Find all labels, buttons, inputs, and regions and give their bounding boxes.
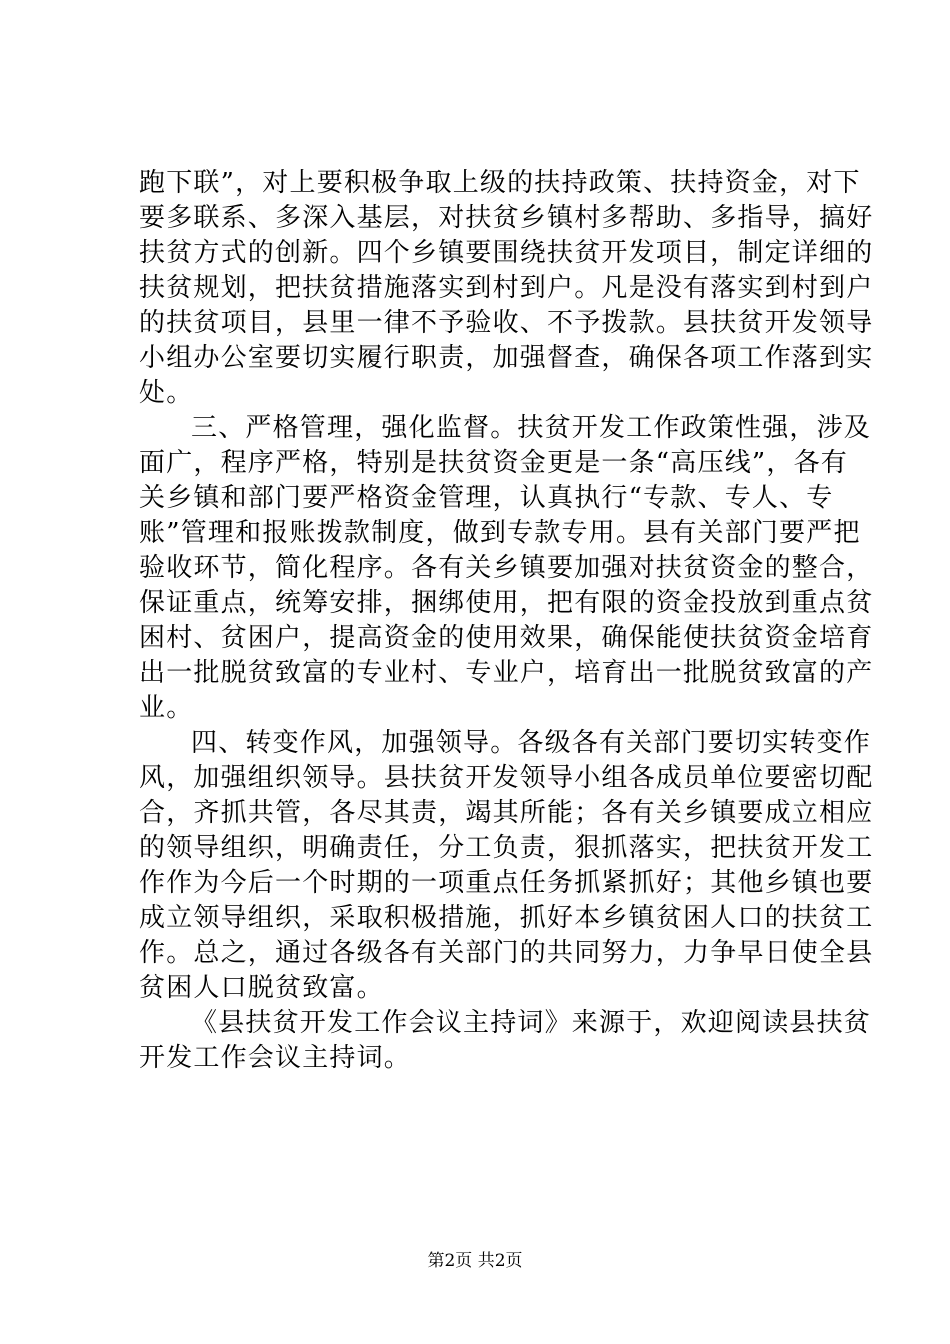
text-line: 业。 (139, 693, 194, 723)
text-line: 处。 (139, 378, 194, 408)
text-line: 风，加强组织领导。县扶贫开发领导小组各成员单位要密切配 (139, 763, 874, 793)
text-line: 跑下联”，对上要积极争取上级的扶持政策、扶持资金，对下 (139, 168, 861, 198)
closing-paragraph-line: 《县扶贫开发工作会议主持词》来源于，欢迎阅读县扶贫 (191, 1008, 872, 1038)
document-body (139, 166, 874, 1076)
text-line: 的领导组织，明确责任，分工负责，狠抓落实，把扶贫开发工 (139, 833, 874, 863)
text-line: 开发工作会议主持词。 (139, 1043, 412, 1073)
text-line: 小组办公室要切实履行职责，加强督查，确保各项工作落到实 (139, 343, 874, 373)
text-line: 作作为今后一个时期的一项重点任务抓紧抓好；其他乡镇也要 (139, 868, 874, 898)
text-line: 账”管理和报账拨款制度，做到专款专用。县有关部门要严把 (139, 518, 861, 548)
section-three-heading-line: 三、严格管理，强化监督。扶贫开发工作政策性强，涉及 (191, 413, 872, 443)
text-line: 合，齐抓共管，各尽其责，竭其所能；各有关乡镇要成立相应 (139, 798, 874, 828)
text-line: 扶贫规划，把扶贫措施落实到村到户。凡是没有落实到村到户 (139, 273, 874, 303)
page-number-footer: 第2页 共2页 (427, 1251, 523, 1271)
text-line: 关乡镇和部门要严格资金管理，认真执行“专款、专人、专 (139, 483, 834, 513)
text-line: 困村、贫困户，提高资金的使用效果，确保能使扶贫资金培育 (139, 623, 874, 653)
text-line: 保证重点，统筹安排，捆绑使用，把有限的资金投放到重点贫 (139, 588, 874, 618)
text-line: 成立领导组织，采取积极措施，抓好本乡镇贫困人口的扶贫工 (139, 903, 874, 933)
text-line: 面广，程序严格，特别是扶贫资金更是一条“高压线”，各有 (139, 448, 848, 478)
text-line: 要多联系、多深入基层，对扶贫乡镇村多帮助、多指导，搞好 (139, 203, 874, 233)
text-line: 贫困人口脱贫致富。 (139, 973, 384, 1003)
text-line: 作。总之，通过各级各有关部门的共同努力，力争早日使全县 (139, 938, 874, 968)
section-four-heading-line: 四、转变作风，加强领导。各级各有关部门要切实转变作 (191, 728, 872, 758)
text-line: 出一批脱贫致富的专业村、专业户，培育出一批脱贫致富的产 (139, 658, 874, 688)
text-line: 验收环节，简化程序。各有关乡镇要加强对扶贫资金的整合， (139, 553, 874, 583)
text-line: 扶贫方式的创新。四个乡镇要围绕扶贫开发项目，制定详细的 (139, 238, 874, 268)
text-line: 的扶贫项目，县里一律不予验收、不予拨款。县扶贫开发领导 (139, 308, 874, 338)
